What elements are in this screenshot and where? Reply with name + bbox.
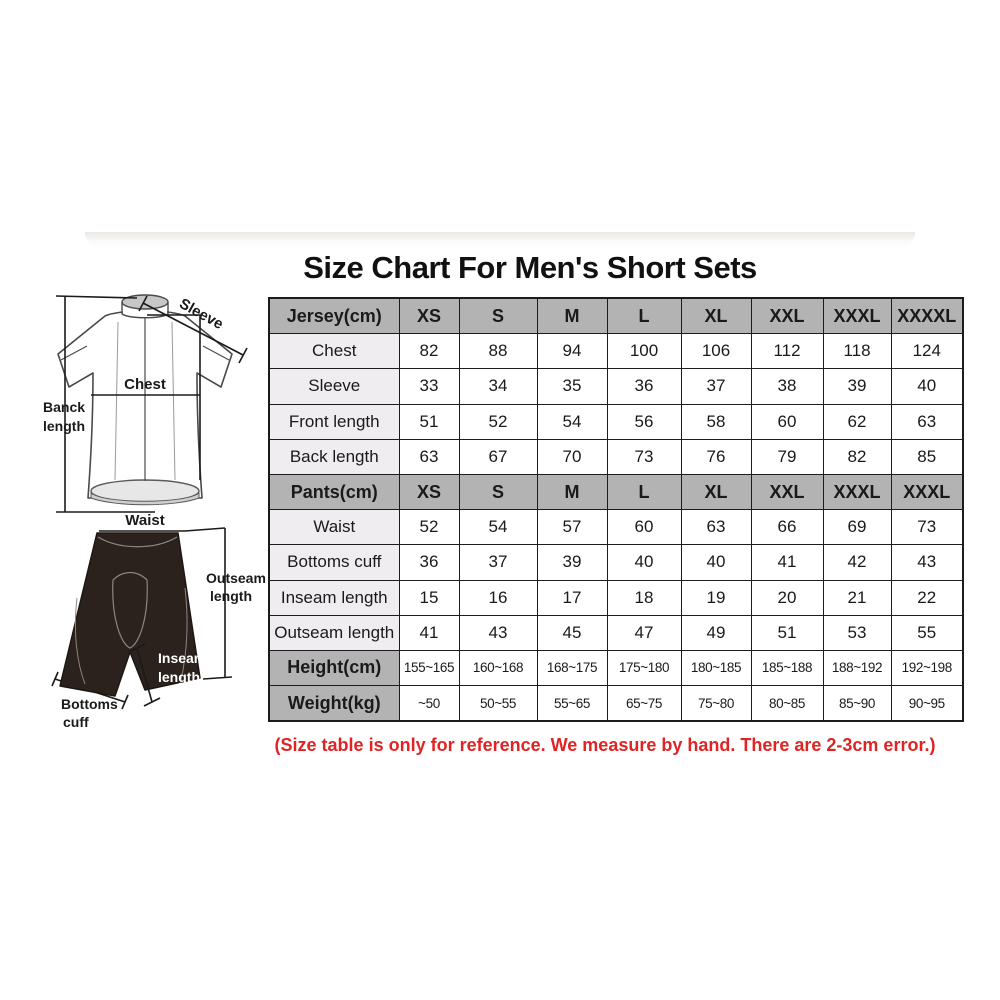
table-row xyxy=(269,334,963,369)
cell-value: 69 xyxy=(823,510,891,545)
cell-value: 63 xyxy=(891,404,963,439)
cell-value: XS xyxy=(399,474,459,509)
cell-value: S xyxy=(459,298,537,334)
cell-value: 60 xyxy=(607,510,681,545)
cell-value: 34 xyxy=(459,369,537,404)
cell-value: 82 xyxy=(399,334,459,369)
cell-value: 54 xyxy=(459,510,537,545)
cell-value: 54 xyxy=(537,404,607,439)
table-row xyxy=(269,650,963,685)
cell-value: 76 xyxy=(681,439,751,474)
cell-value: 36 xyxy=(399,545,459,580)
cell-value: 65~75 xyxy=(607,686,681,722)
cell-value: 155~165 xyxy=(399,650,459,685)
cell-value: 185~188 xyxy=(751,650,823,685)
cell-value: 40 xyxy=(891,369,963,404)
cell-value: 188~192 xyxy=(823,650,891,685)
cell-value: 70 xyxy=(537,439,607,474)
row-label: Outseam length xyxy=(269,615,399,650)
row-label: Front length xyxy=(269,404,399,439)
cell-value: 55 xyxy=(891,615,963,650)
cell-value: 55~65 xyxy=(537,686,607,722)
cell-value: ~50 xyxy=(399,686,459,722)
cell-value: XXL xyxy=(751,474,823,509)
row-label: Bottoms cuff xyxy=(269,545,399,580)
cell-value: 20 xyxy=(751,580,823,615)
cell-value: 17 xyxy=(537,580,607,615)
label-bottoms-cuff-1: Bottoms xyxy=(61,696,118,712)
row-label: Sleeve xyxy=(269,369,399,404)
measurement-diagram xyxy=(25,288,270,748)
cell-value: 19 xyxy=(681,580,751,615)
table-row xyxy=(269,686,963,722)
table-row xyxy=(269,298,963,334)
table-row xyxy=(269,404,963,439)
cell-value: 40 xyxy=(607,545,681,580)
cell-value: 168~175 xyxy=(537,650,607,685)
cell-value: 41 xyxy=(751,545,823,580)
cell-value: 45 xyxy=(537,615,607,650)
table-row xyxy=(269,474,963,509)
cell-value: 180~185 xyxy=(681,650,751,685)
table-row xyxy=(269,615,963,650)
cell-value: 94 xyxy=(537,334,607,369)
label-inseam-1: Inseam xyxy=(158,650,207,666)
cell-value: 16 xyxy=(459,580,537,615)
cell-value: 38 xyxy=(751,369,823,404)
cell-value: 41 xyxy=(399,615,459,650)
row-label: Chest xyxy=(269,334,399,369)
cell-value: 22 xyxy=(891,580,963,615)
cell-value: 67 xyxy=(459,439,537,474)
cell-value: L xyxy=(607,474,681,509)
cell-value: M xyxy=(537,474,607,509)
cell-value: 42 xyxy=(823,545,891,580)
cell-value: 36 xyxy=(607,369,681,404)
table-row xyxy=(269,439,963,474)
cell-value: 21 xyxy=(823,580,891,615)
label-back-length-2: length xyxy=(43,418,85,434)
cell-value: 52 xyxy=(399,510,459,545)
cell-value: 35 xyxy=(537,369,607,404)
label-outseam-2: length xyxy=(210,588,252,604)
cell-value: 57 xyxy=(537,510,607,545)
cell-value: 58 xyxy=(681,404,751,439)
cell-value: 88 xyxy=(459,334,537,369)
cell-value: 100 xyxy=(607,334,681,369)
cell-value: 73 xyxy=(891,510,963,545)
row-label: Pants(cm) xyxy=(269,474,399,509)
row-label: Weight(kg) xyxy=(269,686,399,722)
label-outseam-1: Outseam xyxy=(206,570,266,586)
cell-value: 60 xyxy=(751,404,823,439)
cell-value: 192~198 xyxy=(891,650,963,685)
cell-value: XXXL xyxy=(823,298,891,334)
row-label: Height(cm) xyxy=(269,650,399,685)
cell-value: 63 xyxy=(399,439,459,474)
row-label: Jersey(cm) xyxy=(269,298,399,334)
cell-value: 53 xyxy=(823,615,891,650)
label-back-length-1: Banck xyxy=(43,399,86,415)
cell-value: XL xyxy=(681,474,751,509)
cell-value: 79 xyxy=(751,439,823,474)
cell-value: 52 xyxy=(459,404,537,439)
cell-value: 85~90 xyxy=(823,686,891,722)
label-waist: Waist xyxy=(125,512,165,529)
cell-value: 118 xyxy=(823,334,891,369)
cell-value: XXL xyxy=(751,298,823,334)
cell-value: XXXXL xyxy=(891,298,963,334)
cell-value: 73 xyxy=(607,439,681,474)
cell-value: 49 xyxy=(681,615,751,650)
cell-value: 33 xyxy=(399,369,459,404)
cell-value: 175~180 xyxy=(607,650,681,685)
table-row xyxy=(269,510,963,545)
label-sleeve: Sleeve xyxy=(176,295,227,334)
cell-value: 63 xyxy=(681,510,751,545)
row-label: Waist xyxy=(269,510,399,545)
page-title: Size Chart For Men's Short Sets xyxy=(303,250,757,285)
cell-value: 80~85 xyxy=(751,686,823,722)
label-chest: Chest xyxy=(124,376,166,393)
cell-value: 47 xyxy=(607,615,681,650)
cell-value: 43 xyxy=(891,545,963,580)
cell-value: M xyxy=(537,298,607,334)
label-inseam-2: length xyxy=(158,669,200,685)
cell-value: 51 xyxy=(399,404,459,439)
cell-value: XXXL xyxy=(891,474,963,509)
row-label: Inseam length xyxy=(269,580,399,615)
cell-value: 18 xyxy=(607,580,681,615)
cell-value: 43 xyxy=(459,615,537,650)
cell-value: 39 xyxy=(823,369,891,404)
cell-value: 90~95 xyxy=(891,686,963,722)
cell-value: 75~80 xyxy=(681,686,751,722)
table-row xyxy=(269,580,963,615)
cell-value: 106 xyxy=(681,334,751,369)
cell-value: XXXL xyxy=(823,474,891,509)
cell-value: 50~55 xyxy=(459,686,537,722)
cell-value: 62 xyxy=(823,404,891,439)
table-row xyxy=(269,369,963,404)
cell-value: 85 xyxy=(891,439,963,474)
cell-value: 37 xyxy=(681,369,751,404)
cell-value: 112 xyxy=(751,334,823,369)
cell-value: 39 xyxy=(537,545,607,580)
row-label: Back length xyxy=(269,439,399,474)
cell-value: 56 xyxy=(607,404,681,439)
cell-value: XS xyxy=(399,298,459,334)
cell-value: S xyxy=(459,474,537,509)
table-row xyxy=(269,545,963,580)
reference-note: (Size table is only for reference. We measure by hand. There are 2-3cm error.) xyxy=(274,735,936,755)
label-bottoms-cuff-2: cuff xyxy=(63,714,89,730)
cell-value: 124 xyxy=(891,334,963,369)
cell-value: 15 xyxy=(399,580,459,615)
cell-value: L xyxy=(607,298,681,334)
cell-value: 37 xyxy=(459,545,537,580)
size-chart-table xyxy=(268,297,964,722)
cell-value: 66 xyxy=(751,510,823,545)
cell-value: 82 xyxy=(823,439,891,474)
cell-value: 51 xyxy=(751,615,823,650)
cell-value: 40 xyxy=(681,545,751,580)
cell-value: 160~168 xyxy=(459,650,537,685)
cell-value: XL xyxy=(681,298,751,334)
product-photo-bottom-edge xyxy=(85,232,915,249)
